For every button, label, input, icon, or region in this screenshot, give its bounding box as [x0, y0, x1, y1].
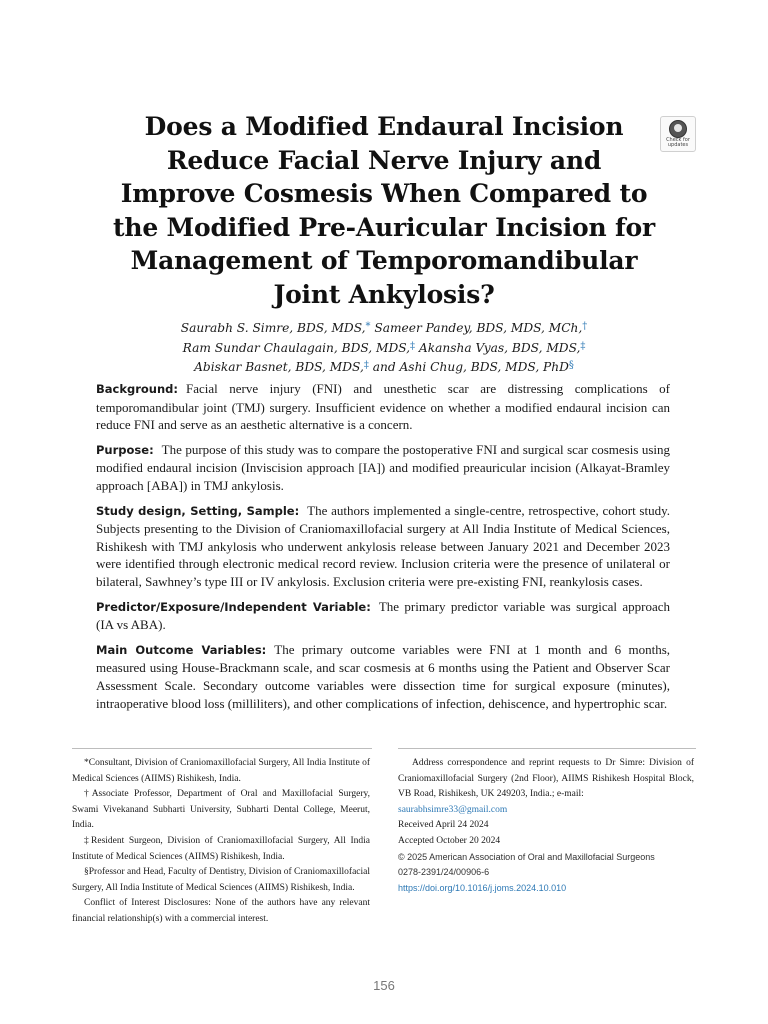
check-for-updates-icon: [669, 120, 687, 138]
title-line: Reduce Facial Nerve Injury and: [166, 145, 602, 175]
accepted-date: Accepted October 20 2024: [398, 835, 501, 846]
correspondence-address: Address correspondence and reprint requests to Dr Simre: Division of Craniomaxillofacial Surgery (2nd Floor), AIIMS Rishikesh Hospital Block, VB Road, Rishikesh, UK 249203, India.; e-mail:: [398, 758, 694, 800]
issn: 0278-2391/24/00906-6: [398, 867, 490, 878]
email-link[interactable]: saurabhsimre33@gmail.com: [398, 804, 508, 815]
article-title: [92, 110, 676, 311]
abstract-outcomes: [96, 641, 670, 712]
correspondence-footnotes: [398, 756, 694, 896]
section-text: The authors implemented a single-centre, retrospective, cohort study. Subjects presenting to the Division of Craniomaxillofacial surgery at All India Institute of Medical Sciences, Rishikesh with TMJ ankylosis who underwent ankylosis release between January 2021 and December 2023 were identified through electronic medical record review. Inclusion criteria were the presence of unilateral or bilateral, Sawhney’s type III or IV ankylosis. Exclusion criteria were pre-existing FNI, reankylosis cases.: [96, 502, 670, 589]
title-line: Does a Modified Endaural Incision: [144, 112, 624, 141]
section-text: The primary predictor variable was surgical approach (IA vs ABA).: [96, 598, 670, 633]
check-for-updates-button[interactable]: [660, 116, 696, 152]
abstract-background: [96, 380, 670, 434]
page-number: 156: [373, 978, 395, 993]
section-label: Background:: [96, 382, 178, 396]
affiliation-marker[interactable]: *: [365, 321, 371, 332]
footnote: §Professor and Head, Faculty of Dentistry, Division of Craniomaxillofacial Surgery, All India Institute of Medical Sciences (AIIMS) Rishikesh, India.: [72, 867, 370, 893]
section-label: Purpose:: [96, 442, 154, 457]
footnote: *Consultant, Division of Craniomaxillofacial Surgery, All India Institute of Medical Sciences (AIIMS) Rishikesh, India.: [72, 758, 370, 784]
author-name: Ram Sundar Chaulagain, BDS, MDS,: [182, 340, 411, 355]
title-line: Improve Cosmesis When Compared to: [120, 179, 648, 208]
footnote: ‡Resident Surgeon, Division of Craniomaxillofacial Surgery, All India Institute of Medical Sciences (AIIMS) Rishikesh, India.: [72, 835, 370, 862]
section-label: Study design, Setting, Sample:: [96, 503, 300, 518]
section-text: The primary outcome variables were FNI at 1 month and 6 months, measured using House-Brackmann scale, and scar cosmesis at 6 months using the Patient and Observer Scar Assessment Scale. Secondary outcome variables were dissection time for surgical exposure (minutes), intraoperative blood loss (milliliters), and other complications of infection, dehiscence, and hypertrophic scar.: [96, 641, 670, 711]
abstract-predictor: [96, 598, 670, 634]
footnote-divider: [72, 748, 372, 749]
section-text: Facial nerve injury (FNI) and unesthetic scar are distressing complications of temporomandibular joint (TMJ) surgery. Insufficient evidence on whether a modified endaural incision can reduce FNI and serve as an aesthetic alternative is a concern.: [96, 381, 670, 433]
abstract-purpose: [96, 441, 670, 495]
section-label: Main Outcome Variables:: [96, 642, 267, 657]
affiliation-marker[interactable]: ‡: [580, 340, 586, 352]
footnote: †Associate Professor, Department of Oral and Maxillofacial Surgery, Swami Vivekanand Subharti University, Subharti Dental College, Meerut, India.: [72, 789, 370, 831]
affiliation-marker[interactable]: †: [582, 321, 588, 332]
affiliation-footnotes: [72, 756, 370, 928]
author-name: Sameer Pandey, BDS, MDS, MCh,: [370, 321, 583, 335]
title-line: Joint Ankylosis?: [273, 279, 495, 309]
section-text: The purpose of this study was to compare the postoperative FNI and surgical scar cosmesis using modified endaural incision (Inviscision approach [IA]) and modified preauricular incision (Alkayat-Bramley approach [ABA]) in TMJ ankylosis.: [96, 441, 670, 493]
doi-link[interactable]: https://doi.org/10.1016/j.joms.2024.10.010: [398, 882, 567, 893]
author-name: and Ashi Chug, BDS, MDS, PhD: [368, 360, 569, 374]
section-label: Predictor/Exposure/Independent Variable:: [96, 599, 371, 614]
author-list: [92, 318, 676, 377]
title-line: Management of Temporomandibular: [130, 246, 638, 275]
affiliation-marker[interactable]: ‡: [363, 360, 369, 371]
author-line: [92, 318, 676, 338]
author-name: Saurabh S. Simre, BDS, MDS,: [180, 321, 366, 335]
received-date: Received April 24 2024: [398, 820, 489, 831]
footnote-divider: [398, 748, 696, 749]
author-name: Abiskar Basnet, BDS, MDS,: [194, 360, 364, 374]
author-name: Akansha Vyas, BDS, MDS,: [415, 340, 581, 355]
abstract-study-design: [96, 502, 670, 591]
author-line: [92, 338, 676, 358]
affiliation-marker[interactable]: §: [568, 360, 574, 371]
title-line: the Modified Pre-Auricular Incision for: [113, 212, 655, 242]
abstract: [96, 380, 670, 719]
author-line: [92, 357, 676, 377]
footnote: Conflict of Interest Disclosures: None of the authors have any relevant financial relationship(s) with a commercial interest.: [72, 898, 370, 924]
affiliation-marker[interactable]: ‡: [410, 340, 416, 352]
copyright-notice: © 2025 American Association of Oral and Maxillofacial Surgeons: [398, 851, 655, 862]
check-for-updates-label: Check for updates: [666, 137, 690, 148]
